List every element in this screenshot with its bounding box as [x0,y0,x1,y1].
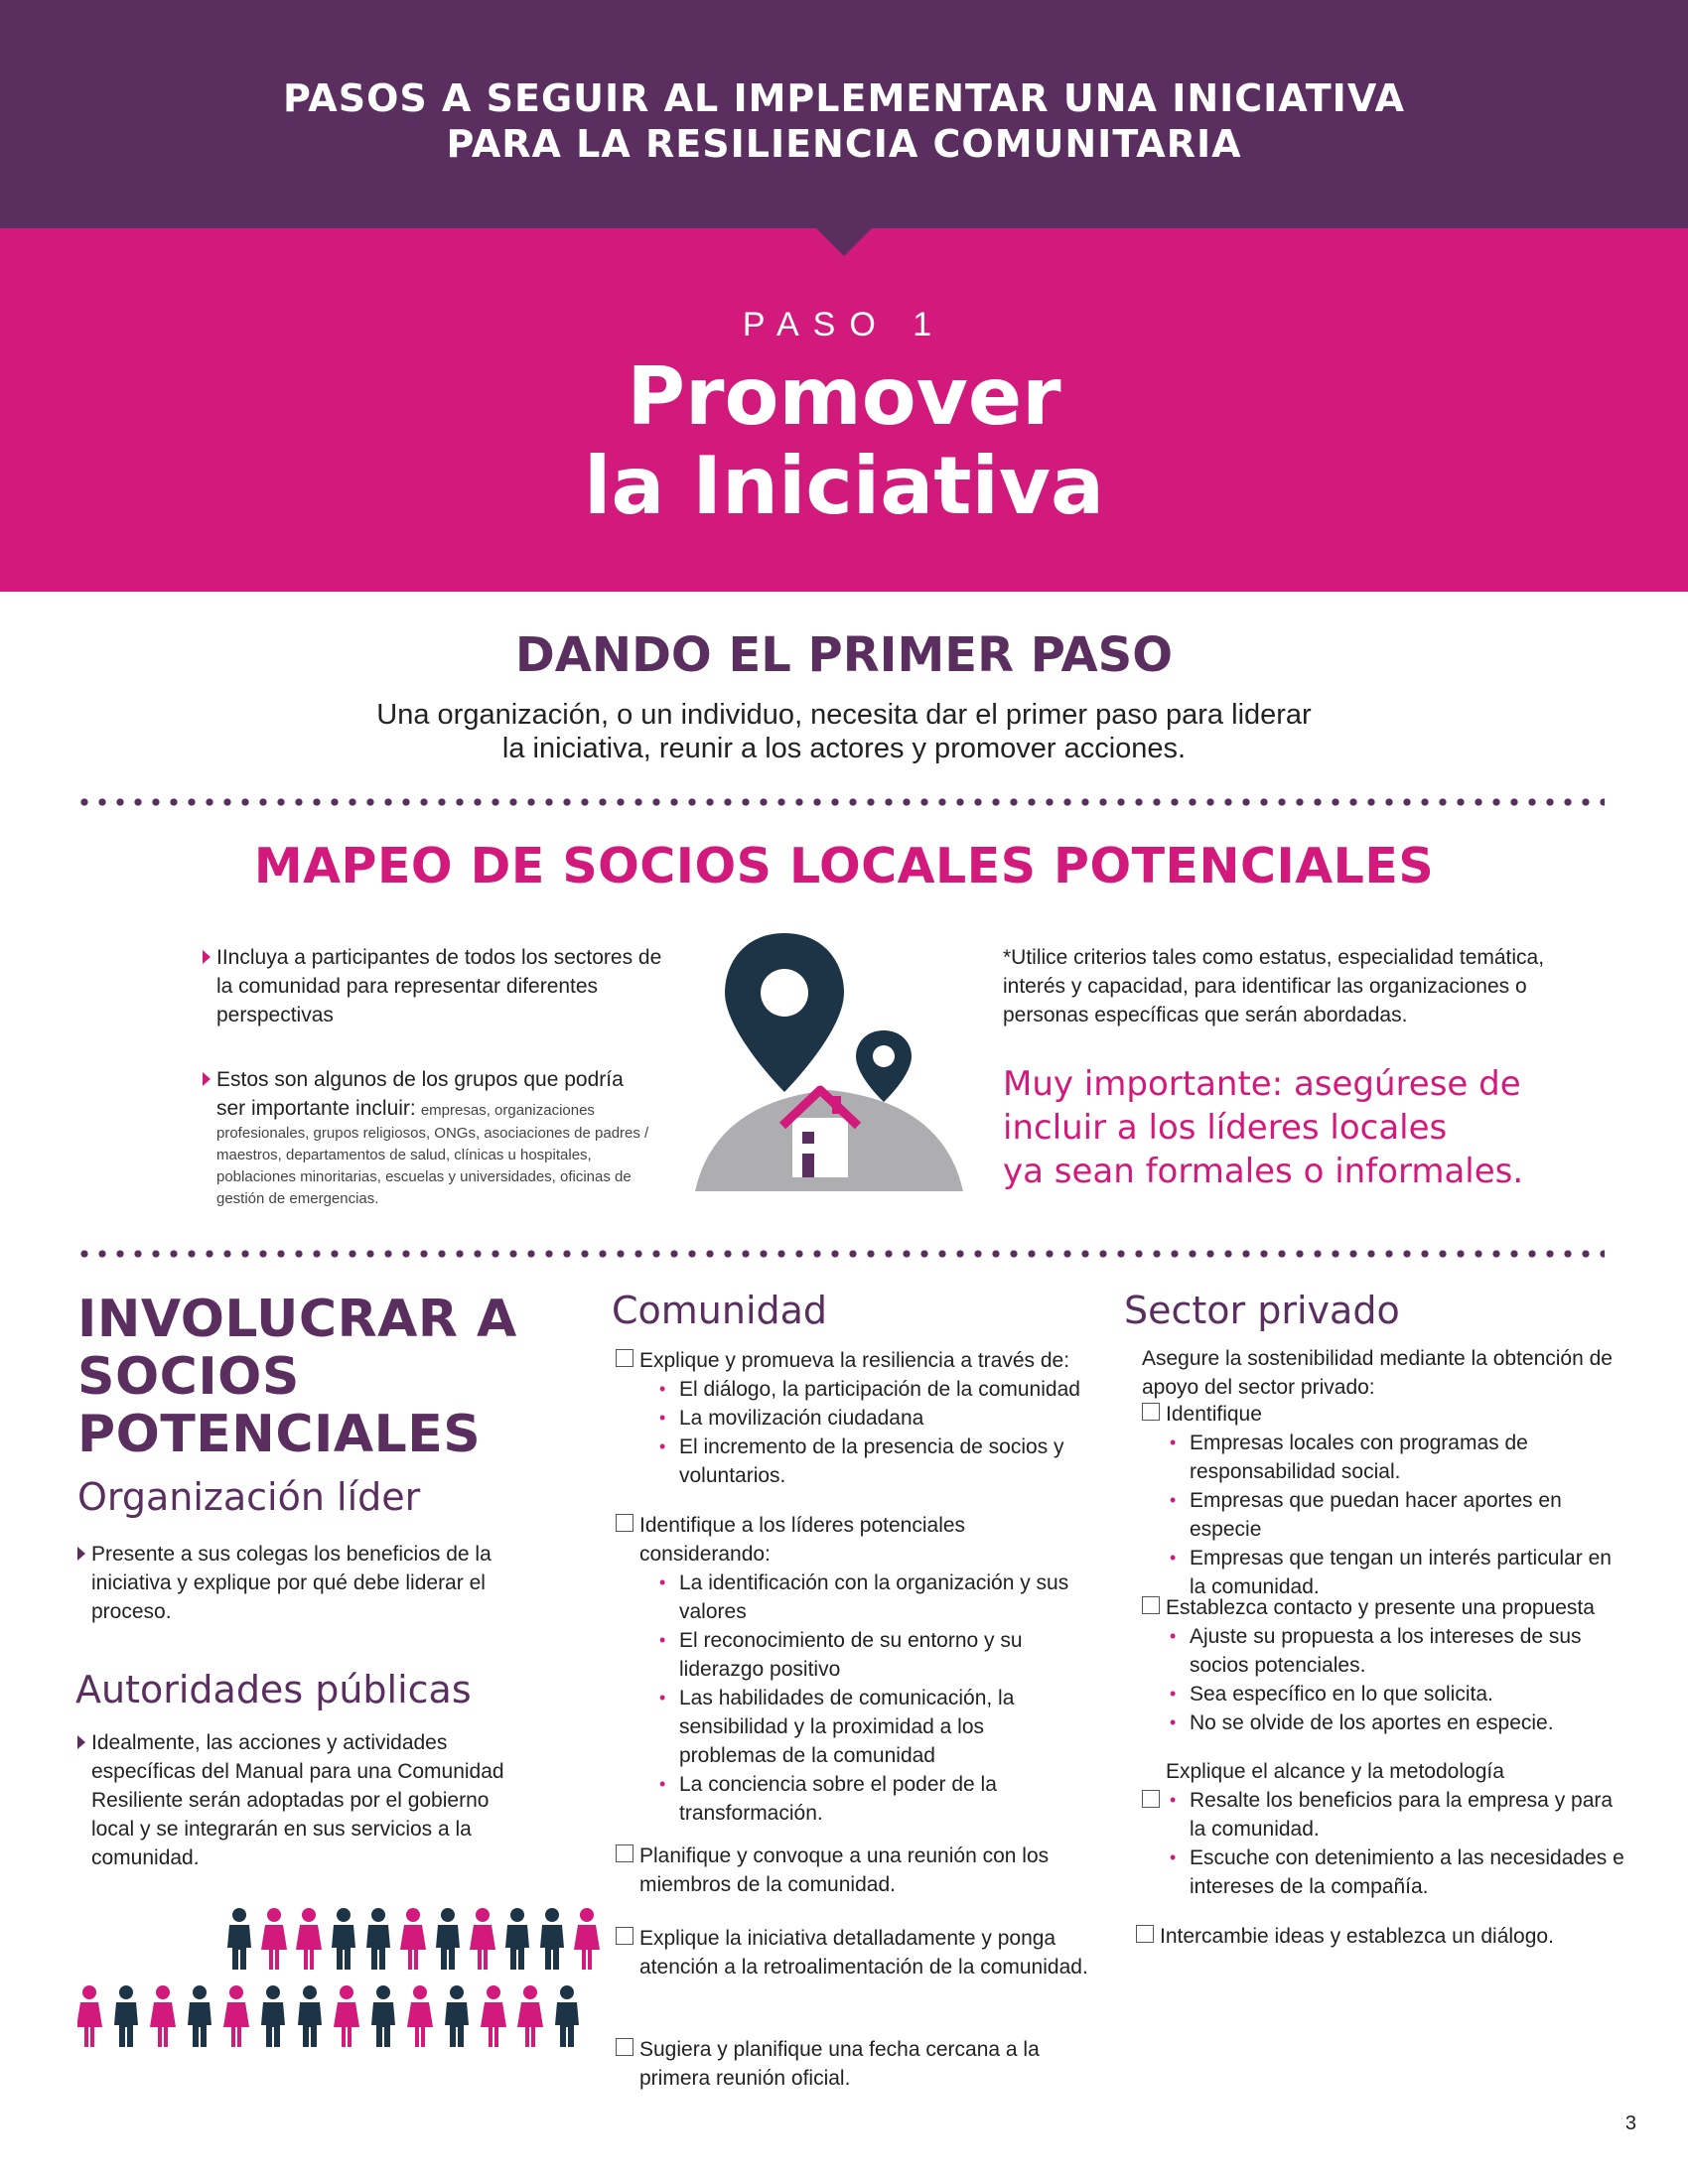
mapping-bullet-1-text: IIncluya a participantes de todos los sectores de la comunidad para representar diferentes perspectivas [216,946,662,1026]
person-icon [150,1985,176,2047]
step-title-line1: Promover [627,350,1061,443]
community-item-4 [616,1924,1092,1981]
first-step-title: DANDO EL PRIMER PASO [514,627,1174,683]
person-icon [505,1908,529,1970]
private-item-3-list [1170,1786,1628,1901]
small-pin-hole [873,1045,895,1067]
list-item: • El diálogo, la participación de la comunidad [659,1375,1092,1404]
community-title: Comunidad [612,1289,828,1332]
authorities-text: Idealmente, las acciones y actividades específicas del Manual para una Comunidad Resiliente serán adoptadas por el gobierno local y se integrarán en sus servicios a la comunidad. [91,1731,504,1869]
person-icon [540,1908,564,1970]
list-item: • Ajuste su propuesta a los intereses de sus socios potenciales. [1170,1622,1628,1680]
private-item-1 [1142,1400,1628,1601]
person-icon [334,1985,359,2047]
community-item-3-text: Planifique y convoque a una reunión con los miembros de la comunidad. [639,1844,1050,1896]
mapping-note: *Utilice criterios tales como estatus, especialidad temática, interés y capacidad, para identificar las organizaciones o personas específicas que serán abordadas. [1003,946,1545,1026]
person-icon [555,1985,579,2047]
person-icon [261,1985,285,2047]
checkbox-icon [1142,1790,1160,1808]
dotted-divider [75,798,1605,806]
private-title: Sector privado [1124,1289,1400,1332]
checkbox-icon [1142,1596,1160,1614]
list-item: • Sea específico en lo que solicita. [1170,1680,1628,1708]
private-item-1-list [1170,1429,1628,1601]
person-icon [114,1985,138,2047]
house-chimney [832,1096,841,1114]
person-icon [77,1985,102,2047]
authorities-title: Autoridades públicas [75,1668,472,1711]
triangle-bullet-icon [203,1072,211,1086]
community-item-2-head: Identifique a los líderes potenciales considerando: [639,1514,966,1566]
checkbox-icon [616,1927,633,1945]
mapping-title: MAPEO DE SOCIOS LOCALES POTENCIALES [253,838,1435,894]
person-icon [407,1985,433,2047]
list-item: • Escuche con detenimiento a las necesidades e intereses de la compañía. [1170,1843,1628,1901]
person-icon [298,1985,322,2047]
checkbox-icon [616,1514,633,1532]
community-item-1-head: Explique y promueva la resiliencia a través de: [639,1349,1070,1372]
list-item: • Empresas que puedan hacer aportes en especie [1170,1486,1628,1544]
private-item-1-head: Identifique [1166,1403,1262,1426]
checkbox-icon [616,2038,633,2056]
private-item-2-list [1170,1622,1628,1737]
person-icon [188,1985,211,2047]
list-item: • La conciencia sobre el poder de la transformación. [659,1770,1082,1828]
community-item-1 [616,1346,1092,1490]
private-item-3-head: Explique el alcance y la metodología [1166,1760,1504,1783]
private-intro: Asegure la sostenibilidad mediante la obtención de apoyo del sector privado: [1142,1347,1613,1399]
involve-title-line3: POTENCIALES [77,1405,482,1464]
list-item: • Las habilidades de comunicación, la sensibilidad y la proximidad a los problemas de la comunidad [659,1684,1082,1770]
header-title-line2: PARA LA RESILIENCIA COMUNITARIA [446,122,1242,166]
community-item-5-text: Sugiera y planifique una fecha cercana a la primera reunión oficial. [639,2038,1040,2090]
triangle-bullet-icon [203,950,211,964]
checkbox-icon [616,1844,633,1862]
house-window [802,1132,814,1144]
list-item: • La identificación con la organización y sus valores [659,1569,1082,1626]
first-step-text [0,698,1688,765]
person-icon [445,1985,469,2047]
person-icon [332,1908,355,1970]
community-item-1-list [659,1375,1092,1490]
triangle-bullet-icon [77,1547,85,1561]
community-item-2-list [659,1569,1082,1828]
first-step-line1: Una organización, o un individuo, necesita dar el primer paso para liderar [376,699,1312,731]
important-line3: ya sean formales o informales. [1003,1152,1524,1191]
person-icon [574,1908,600,1970]
mapping-bullet-2-groups: empresas, organizaciones profesionales, grupos religiosos, ONGs, asociaciones de padres / maestros, departamentos de salud, clínicas u hospitales, poblaciones minoritarias, escuelas y universidades, oficinas de gestión de emergencias. [216,1102,649,1207]
house-door [802,1154,814,1177]
authorities-bullet [77,1728,534,1872]
person-icon [470,1908,495,1970]
private-item-3 [1142,1757,1628,1901]
list-item: • Resalte los beneficios para la empresa y para la comunidad. [1170,1786,1628,1843]
person-icon [517,1985,543,2047]
person-icon [371,1985,395,2047]
list-item: • El incremento de la presencia de socios y voluntarios. [659,1433,1092,1490]
important-line1: Muy importante: asegúrese de [1003,1064,1521,1104]
person-icon [366,1908,390,1970]
person-icon [400,1908,426,1970]
page-number: 3 [1624,2113,1636,2134]
header-notch [814,226,874,256]
private-item-4-text: Intercambie ideas y establezca un diálogo. [1160,1925,1554,1948]
people-group-icon [77,1904,614,2053]
involve-title-line1: INVOLUCRAR A [77,1290,517,1349]
checkbox-icon [1142,1403,1160,1421]
step-title [0,352,1688,531]
house-body [792,1118,848,1177]
community-item-4-text: Explique la iniciativa detalladamente y ponga atención a la retroalimentación de la comunidad. [639,1927,1088,1979]
list-item: • El reconocimiento de su entorno y su liderazgo positivo [659,1626,1082,1684]
triangle-bullet-icon [77,1735,85,1749]
list-item: • No se olvide de los aportes en especie. [1170,1708,1628,1737]
community-item-2 [616,1511,1082,1828]
step-title-line2: la Iniciativa [583,440,1105,532]
list-item: • Empresas que tengan un interés particular en la comunidad. [1170,1544,1628,1601]
dotted-divider [75,1250,1605,1258]
large-pin-hole [761,969,808,1017]
community-item-3 [616,1842,1092,1899]
map-pin-house-icon [685,923,973,1201]
important-line2: incluir a los líderes locales [1003,1108,1448,1148]
person-icon [481,1985,506,2047]
private-item-2-head: Establezca contacto y presente una propuesta [1166,1596,1595,1619]
header-title-line1: PASOS A SEGUIR AL IMPLEMENTAR UNA INICIATIVA [282,76,1406,120]
involve-title [77,1291,594,1463]
checkbox-icon [616,1349,633,1367]
person-icon [436,1908,460,1970]
important-callout [1003,1062,1599,1193]
community-item-5 [616,2035,1092,2093]
person-icon [261,1908,287,1970]
step-label: PASO 1 [742,306,946,343]
header-title [0,75,1688,167]
mapping-bullet-2 [203,1065,649,1210]
person-icon [227,1908,251,1970]
private-item-4 [1136,1922,1622,1951]
person-icon [223,1985,249,2047]
private-item-2 [1142,1593,1628,1737]
list-item: • Empresas locales con programas de responsabilidad social. [1170,1429,1628,1486]
first-step-line2: la iniciativa, reunir a los actores y promover acciones. [501,733,1187,764]
lead-org-text: Presente a sus colegas los beneficios de la iniciativa y explique por qué debe liderar el proceso. [91,1543,492,1623]
list-item: • La movilización ciudadana [659,1404,1092,1433]
person-icon [296,1908,322,1970]
lead-org-title: Organización líder [77,1475,421,1519]
mapping-bullet-2-main: Estos son algunos de los grupos que podría ser importante incluir: [216,1068,624,1120]
checkbox-icon [1136,1925,1154,1943]
mapping-bullet-1 [203,943,679,1029]
lead-org-bullet [77,1540,514,1626]
involve-title-line2: SOCIOS [77,1347,300,1407]
